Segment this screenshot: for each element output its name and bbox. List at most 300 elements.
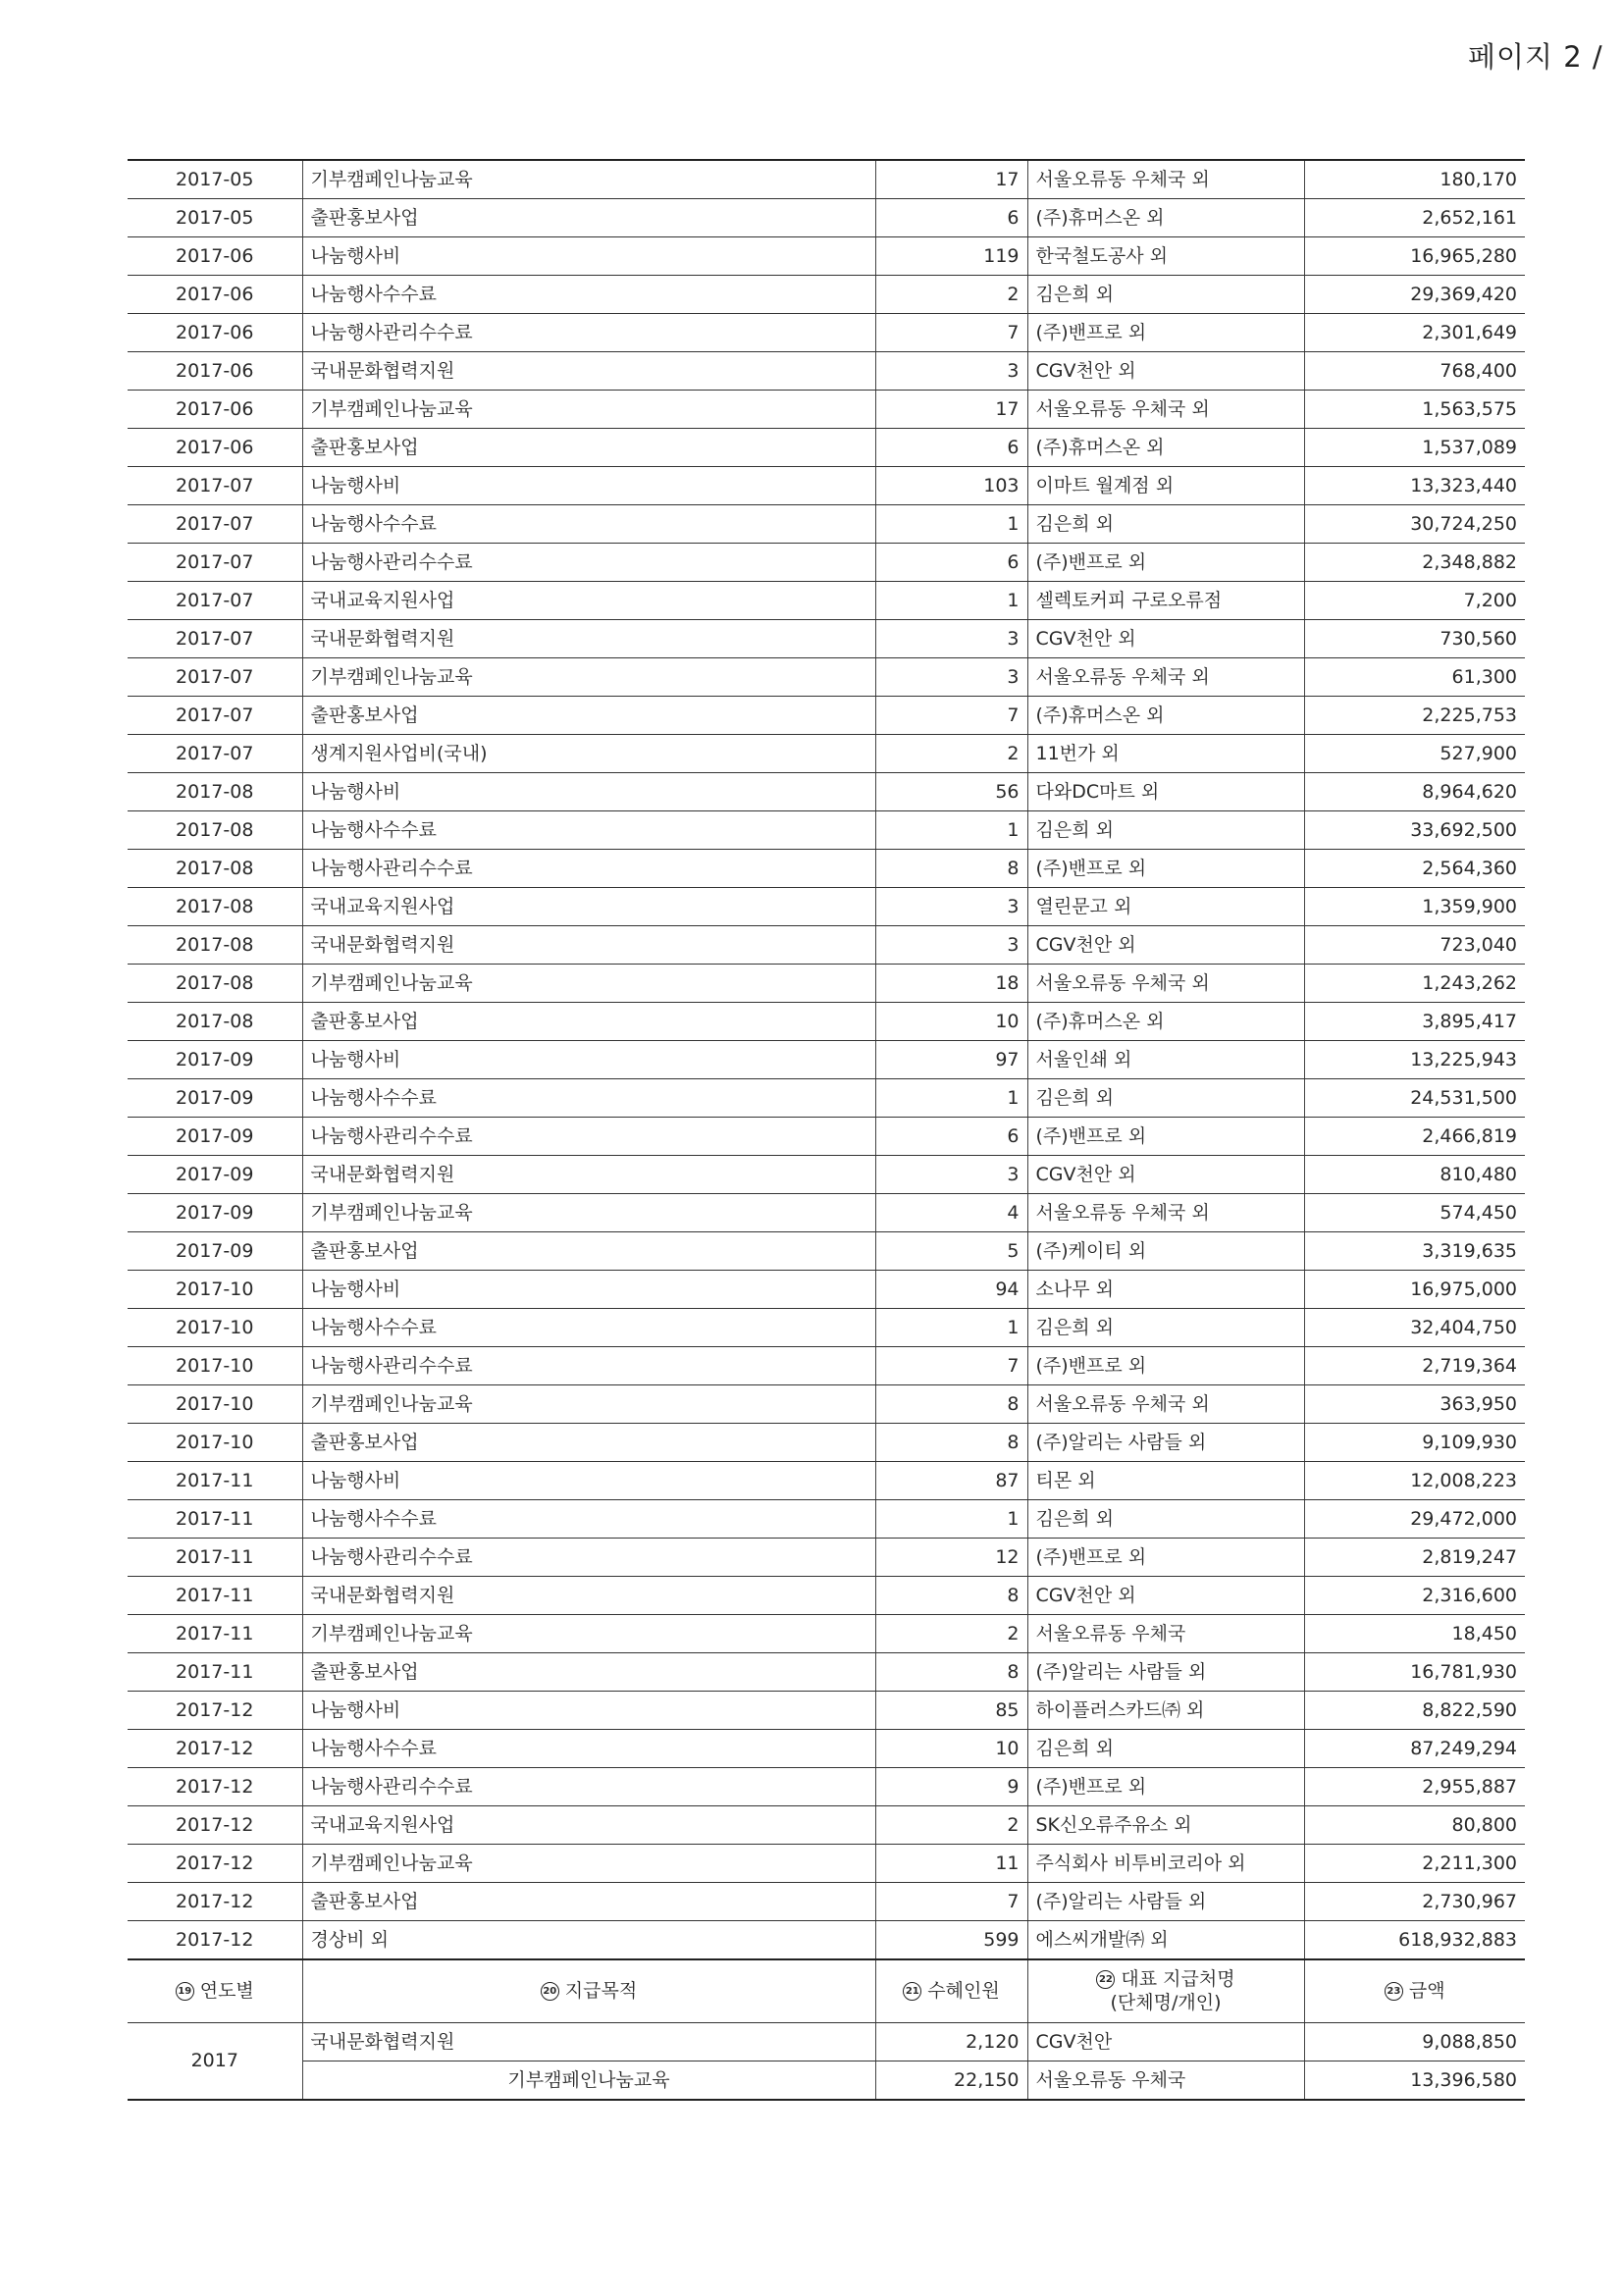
row-month: 2017-10	[128, 1309, 302, 1347]
table-row	[128, 1768, 1525, 1806]
header-year-label: 연도별	[199, 1980, 254, 2003]
row-month: 2017-07	[128, 620, 302, 658]
header-purpose	[302, 1959, 875, 2022]
table-row	[128, 620, 1525, 658]
table-row	[128, 735, 1525, 773]
summary-amount: 9,088,850	[1304, 2022, 1525, 2061]
row-amount: 363,950	[1304, 1385, 1525, 1424]
row-count: 7	[875, 1883, 1027, 1921]
row-month: 2017-10	[128, 1424, 302, 1462]
row-month: 2017-11	[128, 1462, 302, 1500]
table-row	[128, 276, 1525, 314]
table-row	[128, 811, 1525, 850]
row-count: 1	[875, 1309, 1027, 1347]
row-purpose: 출판홍보사업	[302, 1883, 875, 1921]
row-payee: CGV천안 외	[1027, 620, 1304, 658]
table-row	[128, 965, 1525, 1003]
row-payee: 서울인쇄 외	[1027, 1041, 1304, 1079]
row-purpose: 출판홍보사업	[302, 1232, 875, 1271]
row-purpose: 출판홍보사업	[302, 1424, 875, 1462]
row-amount: 8,964,620	[1304, 773, 1525, 811]
row-payee: 김은희 외	[1027, 1500, 1304, 1539]
row-month: 2017-07	[128, 544, 302, 582]
row-amount: 730,560	[1304, 620, 1525, 658]
row-amount: 29,472,000	[1304, 1500, 1525, 1539]
table-row	[128, 1232, 1525, 1271]
row-count: 17	[875, 160, 1027, 199]
row-amount: 13,323,440	[1304, 467, 1525, 505]
row-payee: 한국철도공사 외	[1027, 237, 1304, 276]
table-row	[128, 1577, 1525, 1615]
row-amount: 768,400	[1304, 352, 1525, 391]
row-count: 97	[875, 1041, 1027, 1079]
row-payee: 서울오류동 우체국 외	[1027, 391, 1304, 429]
row-purpose: 나눔행사비	[302, 237, 875, 276]
row-month: 2017-05	[128, 160, 302, 199]
header-purpose-label: 지급목적	[564, 1980, 638, 2003]
row-payee: (주)휴머스온 외	[1027, 199, 1304, 237]
row-month: 2017-05	[128, 199, 302, 237]
table-row	[128, 1539, 1525, 1577]
table-row	[128, 1347, 1525, 1385]
row-amount: 24,531,500	[1304, 1079, 1525, 1118]
row-payee: (주)알리는 사람들 외	[1027, 1424, 1304, 1462]
row-amount: 574,450	[1304, 1194, 1525, 1232]
table-row	[128, 1194, 1525, 1232]
row-payee: (주)알리는 사람들 외	[1027, 1883, 1304, 1921]
row-month: 2017-07	[128, 735, 302, 773]
row-purpose: 나눔행사관리수수료	[302, 1118, 875, 1156]
row-payee: 소나무 외	[1027, 1271, 1304, 1309]
row-amount: 2,466,819	[1304, 1118, 1525, 1156]
row-month: 2017-12	[128, 1921, 302, 1960]
table-row	[128, 888, 1525, 926]
row-amount: 2,652,161	[1304, 199, 1525, 237]
row-count: 119	[875, 237, 1027, 276]
row-amount: 2,955,887	[1304, 1768, 1525, 1806]
row-payee: (주)밴프로 외	[1027, 850, 1304, 888]
table-row	[128, 1118, 1525, 1156]
row-amount: 2,301,649	[1304, 314, 1525, 352]
row-count: 12	[875, 1539, 1027, 1577]
row-payee: (주)휴머스온 외	[1027, 697, 1304, 735]
circled-number-23: 23	[1385, 1982, 1403, 2001]
row-month: 2017-07	[128, 582, 302, 620]
row-count: 3	[875, 658, 1027, 697]
row-payee: CGV천안 외	[1027, 1577, 1304, 1615]
table-row	[128, 199, 1525, 237]
row-purpose: 나눔행사관리수수료	[302, 1539, 875, 1577]
row-amount: 2,719,364	[1304, 1347, 1525, 1385]
table-row	[128, 850, 1525, 888]
summary-recipients: 22,150	[875, 2061, 1027, 2100]
row-payee: CGV천안 외	[1027, 926, 1304, 965]
summary-purpose: 기부캠페인나눔교육	[302, 2061, 875, 2100]
row-count: 7	[875, 314, 1027, 352]
row-purpose: 나눔행사수수료	[302, 1079, 875, 1118]
row-payee: (주)휴머스온 외	[1027, 1003, 1304, 1041]
row-purpose: 출판홍보사업	[302, 1003, 875, 1041]
table-row	[128, 544, 1525, 582]
row-purpose: 기부캠페인나눔교육	[302, 1845, 875, 1883]
row-month: 2017-11	[128, 1615, 302, 1653]
row-payee: 다와DC마트 외	[1027, 773, 1304, 811]
row-payee: 11번가 외	[1027, 735, 1304, 773]
row-purpose: 나눔행사수수료	[302, 1309, 875, 1347]
row-count: 1	[875, 811, 1027, 850]
row-payee: CGV천안 외	[1027, 352, 1304, 391]
row-count: 2	[875, 1806, 1027, 1845]
table-row	[128, 1462, 1525, 1500]
row-count: 3	[875, 352, 1027, 391]
table-row	[128, 1041, 1525, 1079]
row-count: 17	[875, 391, 1027, 429]
row-amount: 16,781,930	[1304, 1653, 1525, 1692]
row-amount: 3,319,635	[1304, 1232, 1525, 1271]
summary-payee: CGV천안	[1027, 2022, 1304, 2061]
row-count: 10	[875, 1003, 1027, 1041]
row-purpose: 기부캠페인나눔교육	[302, 965, 875, 1003]
row-month: 2017-11	[128, 1577, 302, 1615]
row-month: 2017-06	[128, 314, 302, 352]
row-payee: 이마트 월계점 외	[1027, 467, 1304, 505]
row-month: 2017-10	[128, 1385, 302, 1424]
summary-row	[128, 2022, 1525, 2061]
row-purpose: 나눔행사수수료	[302, 1500, 875, 1539]
row-purpose: 기부캠페인나눔교육	[302, 1615, 875, 1653]
row-payee: 김은희 외	[1027, 1309, 1304, 1347]
row-amount: 80,800	[1304, 1806, 1525, 1845]
table-row	[128, 1385, 1525, 1424]
table-row	[128, 160, 1525, 199]
table-row	[128, 1271, 1525, 1309]
row-amount: 1,537,089	[1304, 429, 1525, 467]
table-row	[128, 1424, 1525, 1462]
row-purpose: 기부캠페인나눔교육	[302, 391, 875, 429]
row-payee: 김은희 외	[1027, 811, 1304, 850]
row-amount: 180,170	[1304, 160, 1525, 199]
table-row	[128, 1921, 1525, 1960]
row-month: 2017-06	[128, 391, 302, 429]
row-month: 2017-07	[128, 658, 302, 697]
row-month: 2017-09	[128, 1118, 302, 1156]
table-row	[128, 429, 1525, 467]
row-amount: 3,895,417	[1304, 1003, 1525, 1041]
row-amount: 527,900	[1304, 735, 1525, 773]
row-payee: 셀렉토커피 구로오류점	[1027, 582, 1304, 620]
row-payee: 서울오류동 우체국 외	[1027, 1194, 1304, 1232]
table-row	[128, 1615, 1525, 1653]
circled-number-22: 22	[1096, 1970, 1115, 1989]
header-payee-label-line1: 대표 지급처명	[1121, 1968, 1235, 1991]
row-amount: 2,225,753	[1304, 697, 1525, 735]
row-payee: 열린문고 외	[1027, 888, 1304, 926]
row-purpose: 기부캠페인나눔교육	[302, 1194, 875, 1232]
row-payee: 김은희 외	[1027, 276, 1304, 314]
header-payee	[1027, 1959, 1304, 2022]
table-row	[128, 1653, 1525, 1692]
row-month: 2017-10	[128, 1271, 302, 1309]
row-purpose: 나눔행사관리수수료	[302, 314, 875, 352]
table-row	[128, 352, 1525, 391]
row-purpose: 국내문화협력지원	[302, 1156, 875, 1194]
row-purpose: 나눔행사수수료	[302, 276, 875, 314]
row-count: 5	[875, 1232, 1027, 1271]
row-month: 2017-08	[128, 773, 302, 811]
row-count: 599	[875, 1921, 1027, 1960]
table-row	[128, 658, 1525, 697]
circled-number-19: 19	[176, 1982, 194, 2001]
row-count: 3	[875, 620, 1027, 658]
row-count: 87	[875, 1462, 1027, 1500]
row-payee: (주)밴프로 외	[1027, 1347, 1304, 1385]
row-month: 2017-07	[128, 505, 302, 544]
row-count: 85	[875, 1692, 1027, 1730]
row-amount: 2,348,882	[1304, 544, 1525, 582]
row-count: 2	[875, 735, 1027, 773]
row-count: 1	[875, 1079, 1027, 1118]
row-amount: 9,109,930	[1304, 1424, 1525, 1462]
row-amount: 16,975,000	[1304, 1271, 1525, 1309]
table-row	[128, 1079, 1525, 1118]
row-month: 2017-09	[128, 1194, 302, 1232]
header-recipients-label: 수혜인원	[927, 1980, 1000, 2003]
table-row	[128, 1845, 1525, 1883]
row-payee: (주)알리는 사람들 외	[1027, 1653, 1304, 1692]
row-payee: 하이플러스카드㈜ 외	[1027, 1692, 1304, 1730]
row-amount: 1,359,900	[1304, 888, 1525, 926]
row-month: 2017-09	[128, 1156, 302, 1194]
row-month: 2017-08	[128, 926, 302, 965]
summary-purpose: 국내문화협력지원	[302, 2022, 875, 2061]
row-amount: 13,225,943	[1304, 1041, 1525, 1079]
table-row	[128, 1500, 1525, 1539]
row-amount: 1,243,262	[1304, 965, 1525, 1003]
row-purpose: 나눔행사비	[302, 1041, 875, 1079]
row-payee: (주)밴프로 외	[1027, 314, 1304, 352]
row-amount: 16,965,280	[1304, 237, 1525, 276]
row-month: 2017-06	[128, 276, 302, 314]
row-month: 2017-12	[128, 1768, 302, 1806]
row-payee: 서울오류동 우체국 외	[1027, 160, 1304, 199]
row-count: 8	[875, 1385, 1027, 1424]
row-purpose: 나눔행사비	[302, 773, 875, 811]
row-month: 2017-12	[128, 1883, 302, 1921]
row-purpose: 나눔행사비	[302, 467, 875, 505]
row-month: 2017-07	[128, 697, 302, 735]
row-amount: 87,249,294	[1304, 1730, 1525, 1768]
page-number-label: 페이지 2 /	[1468, 40, 1603, 74]
summary-recipients: 2,120	[875, 2022, 1027, 2061]
header-recipients	[875, 1959, 1027, 2022]
row-count: 56	[875, 773, 1027, 811]
row-month: 2017-07	[128, 467, 302, 505]
row-count: 4	[875, 1194, 1027, 1232]
summary-year: 2017	[128, 2022, 302, 2100]
row-count: 3	[875, 888, 1027, 926]
table-row	[128, 314, 1525, 352]
row-amount: 2,564,360	[1304, 850, 1525, 888]
table-row	[128, 773, 1525, 811]
row-month: 2017-12	[128, 1692, 302, 1730]
row-purpose: 나눔행사비	[302, 1462, 875, 1500]
row-count: 8	[875, 1424, 1027, 1462]
summary-payee: 서울오류동 우체국	[1027, 2061, 1304, 2100]
disbursement-table-body	[128, 160, 1525, 2100]
row-amount: 810,480	[1304, 1156, 1525, 1194]
row-purpose: 나눔행사수수료	[302, 505, 875, 544]
row-month: 2017-09	[128, 1041, 302, 1079]
row-amount: 723,040	[1304, 926, 1525, 965]
row-purpose: 출판홍보사업	[302, 429, 875, 467]
row-month: 2017-12	[128, 1730, 302, 1768]
table-row	[128, 582, 1525, 620]
row-amount: 2,316,600	[1304, 1577, 1525, 1615]
row-month: 2017-06	[128, 237, 302, 276]
row-count: 1	[875, 505, 1027, 544]
row-month: 2017-10	[128, 1347, 302, 1385]
row-payee: 김은희 외	[1027, 1730, 1304, 1768]
table-row	[128, 1730, 1525, 1768]
row-amount: 29,369,420	[1304, 276, 1525, 314]
row-amount: 30,724,250	[1304, 505, 1525, 544]
row-month: 2017-09	[128, 1079, 302, 1118]
row-purpose: 나눔행사관리수수료	[302, 1347, 875, 1385]
table-row	[128, 1156, 1525, 1194]
row-purpose: 출판홍보사업	[302, 199, 875, 237]
header-payee-label-line2: (단체명/개인)	[1110, 1992, 1222, 2014]
row-payee: 에스씨개발㈜ 외	[1027, 1921, 1304, 1960]
table-row	[128, 505, 1525, 544]
row-month: 2017-11	[128, 1653, 302, 1692]
row-month: 2017-08	[128, 850, 302, 888]
table-row	[128, 1309, 1525, 1347]
row-amount: 2,819,247	[1304, 1539, 1525, 1577]
row-purpose: 국내문화협력지원	[302, 620, 875, 658]
table-row	[128, 391, 1525, 429]
header-year	[128, 1959, 302, 2022]
row-month: 2017-11	[128, 1539, 302, 1577]
row-amount: 12,008,223	[1304, 1462, 1525, 1500]
row-purpose: 나눔행사관리수수료	[302, 544, 875, 582]
row-amount: 8,822,590	[1304, 1692, 1525, 1730]
row-amount: 618,932,883	[1304, 1921, 1525, 1960]
row-amount: 18,450	[1304, 1615, 1525, 1653]
row-payee: (주)밴프로 외	[1027, 544, 1304, 582]
table-row	[128, 1883, 1525, 1921]
row-purpose: 나눔행사수수료	[302, 1730, 875, 1768]
row-payee: (주)밴프로 외	[1027, 1539, 1304, 1577]
row-count: 1	[875, 1500, 1027, 1539]
row-count: 8	[875, 850, 1027, 888]
row-month: 2017-08	[128, 1003, 302, 1041]
table-row	[128, 1003, 1525, 1041]
row-purpose: 국내교육지원사업	[302, 582, 875, 620]
disbursement-table	[128, 159, 1525, 2101]
row-purpose: 국내문화협력지원	[302, 1577, 875, 1615]
row-count: 2	[875, 1615, 1027, 1653]
row-count: 7	[875, 1347, 1027, 1385]
row-purpose: 나눔행사관리수수료	[302, 850, 875, 888]
row-purpose: 나눔행사수수료	[302, 811, 875, 850]
row-purpose: 기부캠페인나눔교육	[302, 658, 875, 697]
row-amount: 2,211,300	[1304, 1845, 1525, 1883]
row-month: 2017-08	[128, 965, 302, 1003]
table-row	[128, 237, 1525, 276]
row-amount: 61,300	[1304, 658, 1525, 697]
row-payee: 티몬 외	[1027, 1462, 1304, 1500]
row-count: 103	[875, 467, 1027, 505]
row-count: 6	[875, 544, 1027, 582]
row-purpose: 나눔행사관리수수료	[302, 1768, 875, 1806]
row-payee: 서울오류동 우체국 외	[1027, 658, 1304, 697]
row-month: 2017-12	[128, 1845, 302, 1883]
row-payee: 서울오류동 우체국	[1027, 1615, 1304, 1653]
row-amount: 1,563,575	[1304, 391, 1525, 429]
row-payee: 김은희 외	[1027, 505, 1304, 544]
row-purpose: 국내문화협력지원	[302, 926, 875, 965]
row-count: 6	[875, 199, 1027, 237]
row-payee: 주식회사 비투비코리아 외	[1027, 1845, 1304, 1883]
row-purpose: 기부캠페인나눔교육	[302, 1385, 875, 1424]
header-amount	[1304, 1959, 1525, 2022]
row-count: 11	[875, 1845, 1027, 1883]
row-payee: (주)휴머스온 외	[1027, 429, 1304, 467]
row-amount: 7,200	[1304, 582, 1525, 620]
row-count: 1	[875, 582, 1027, 620]
row-month: 2017-08	[128, 888, 302, 926]
row-month: 2017-11	[128, 1500, 302, 1539]
row-purpose: 나눔행사비	[302, 1692, 875, 1730]
row-amount: 32,404,750	[1304, 1309, 1525, 1347]
table-row	[128, 1692, 1525, 1730]
row-payee: (주)케이티 외	[1027, 1232, 1304, 1271]
row-payee: 서울오류동 우체국 외	[1027, 1385, 1304, 1424]
row-count: 7	[875, 697, 1027, 735]
row-payee: (주)밴프로 외	[1027, 1118, 1304, 1156]
circled-number-20: 20	[541, 1982, 559, 2001]
row-count: 9	[875, 1768, 1027, 1806]
row-count: 6	[875, 1118, 1027, 1156]
row-purpose: 국내문화협력지원	[302, 352, 875, 391]
row-count: 8	[875, 1653, 1027, 1692]
row-purpose: 나눔행사비	[302, 1271, 875, 1309]
row-purpose: 경상비 외	[302, 1921, 875, 1960]
row-purpose: 국내교육지원사업	[302, 888, 875, 926]
row-purpose: 출판홍보사업	[302, 697, 875, 735]
row-count: 2	[875, 276, 1027, 314]
row-month: 2017-12	[128, 1806, 302, 1845]
row-month: 2017-08	[128, 811, 302, 850]
row-count: 6	[875, 429, 1027, 467]
header-amount-label: 금액	[1408, 1980, 1445, 2003]
row-count: 8	[875, 1577, 1027, 1615]
row-payee: 서울오류동 우체국 외	[1027, 965, 1304, 1003]
row-count: 94	[875, 1271, 1027, 1309]
table-row	[128, 467, 1525, 505]
row-month: 2017-06	[128, 429, 302, 467]
row-month: 2017-09	[128, 1232, 302, 1271]
row-payee: (주)밴프로 외	[1027, 1768, 1304, 1806]
row-month: 2017-06	[128, 352, 302, 391]
table-row	[128, 1806, 1525, 1845]
row-amount: 2,730,967	[1304, 1883, 1525, 1921]
row-amount: 33,692,500	[1304, 811, 1525, 850]
table-row	[128, 697, 1525, 735]
row-purpose: 생계지원사업비(국내)	[302, 735, 875, 773]
row-payee: CGV천안 외	[1027, 1156, 1304, 1194]
row-purpose: 국내교육지원사업	[302, 1806, 875, 1845]
